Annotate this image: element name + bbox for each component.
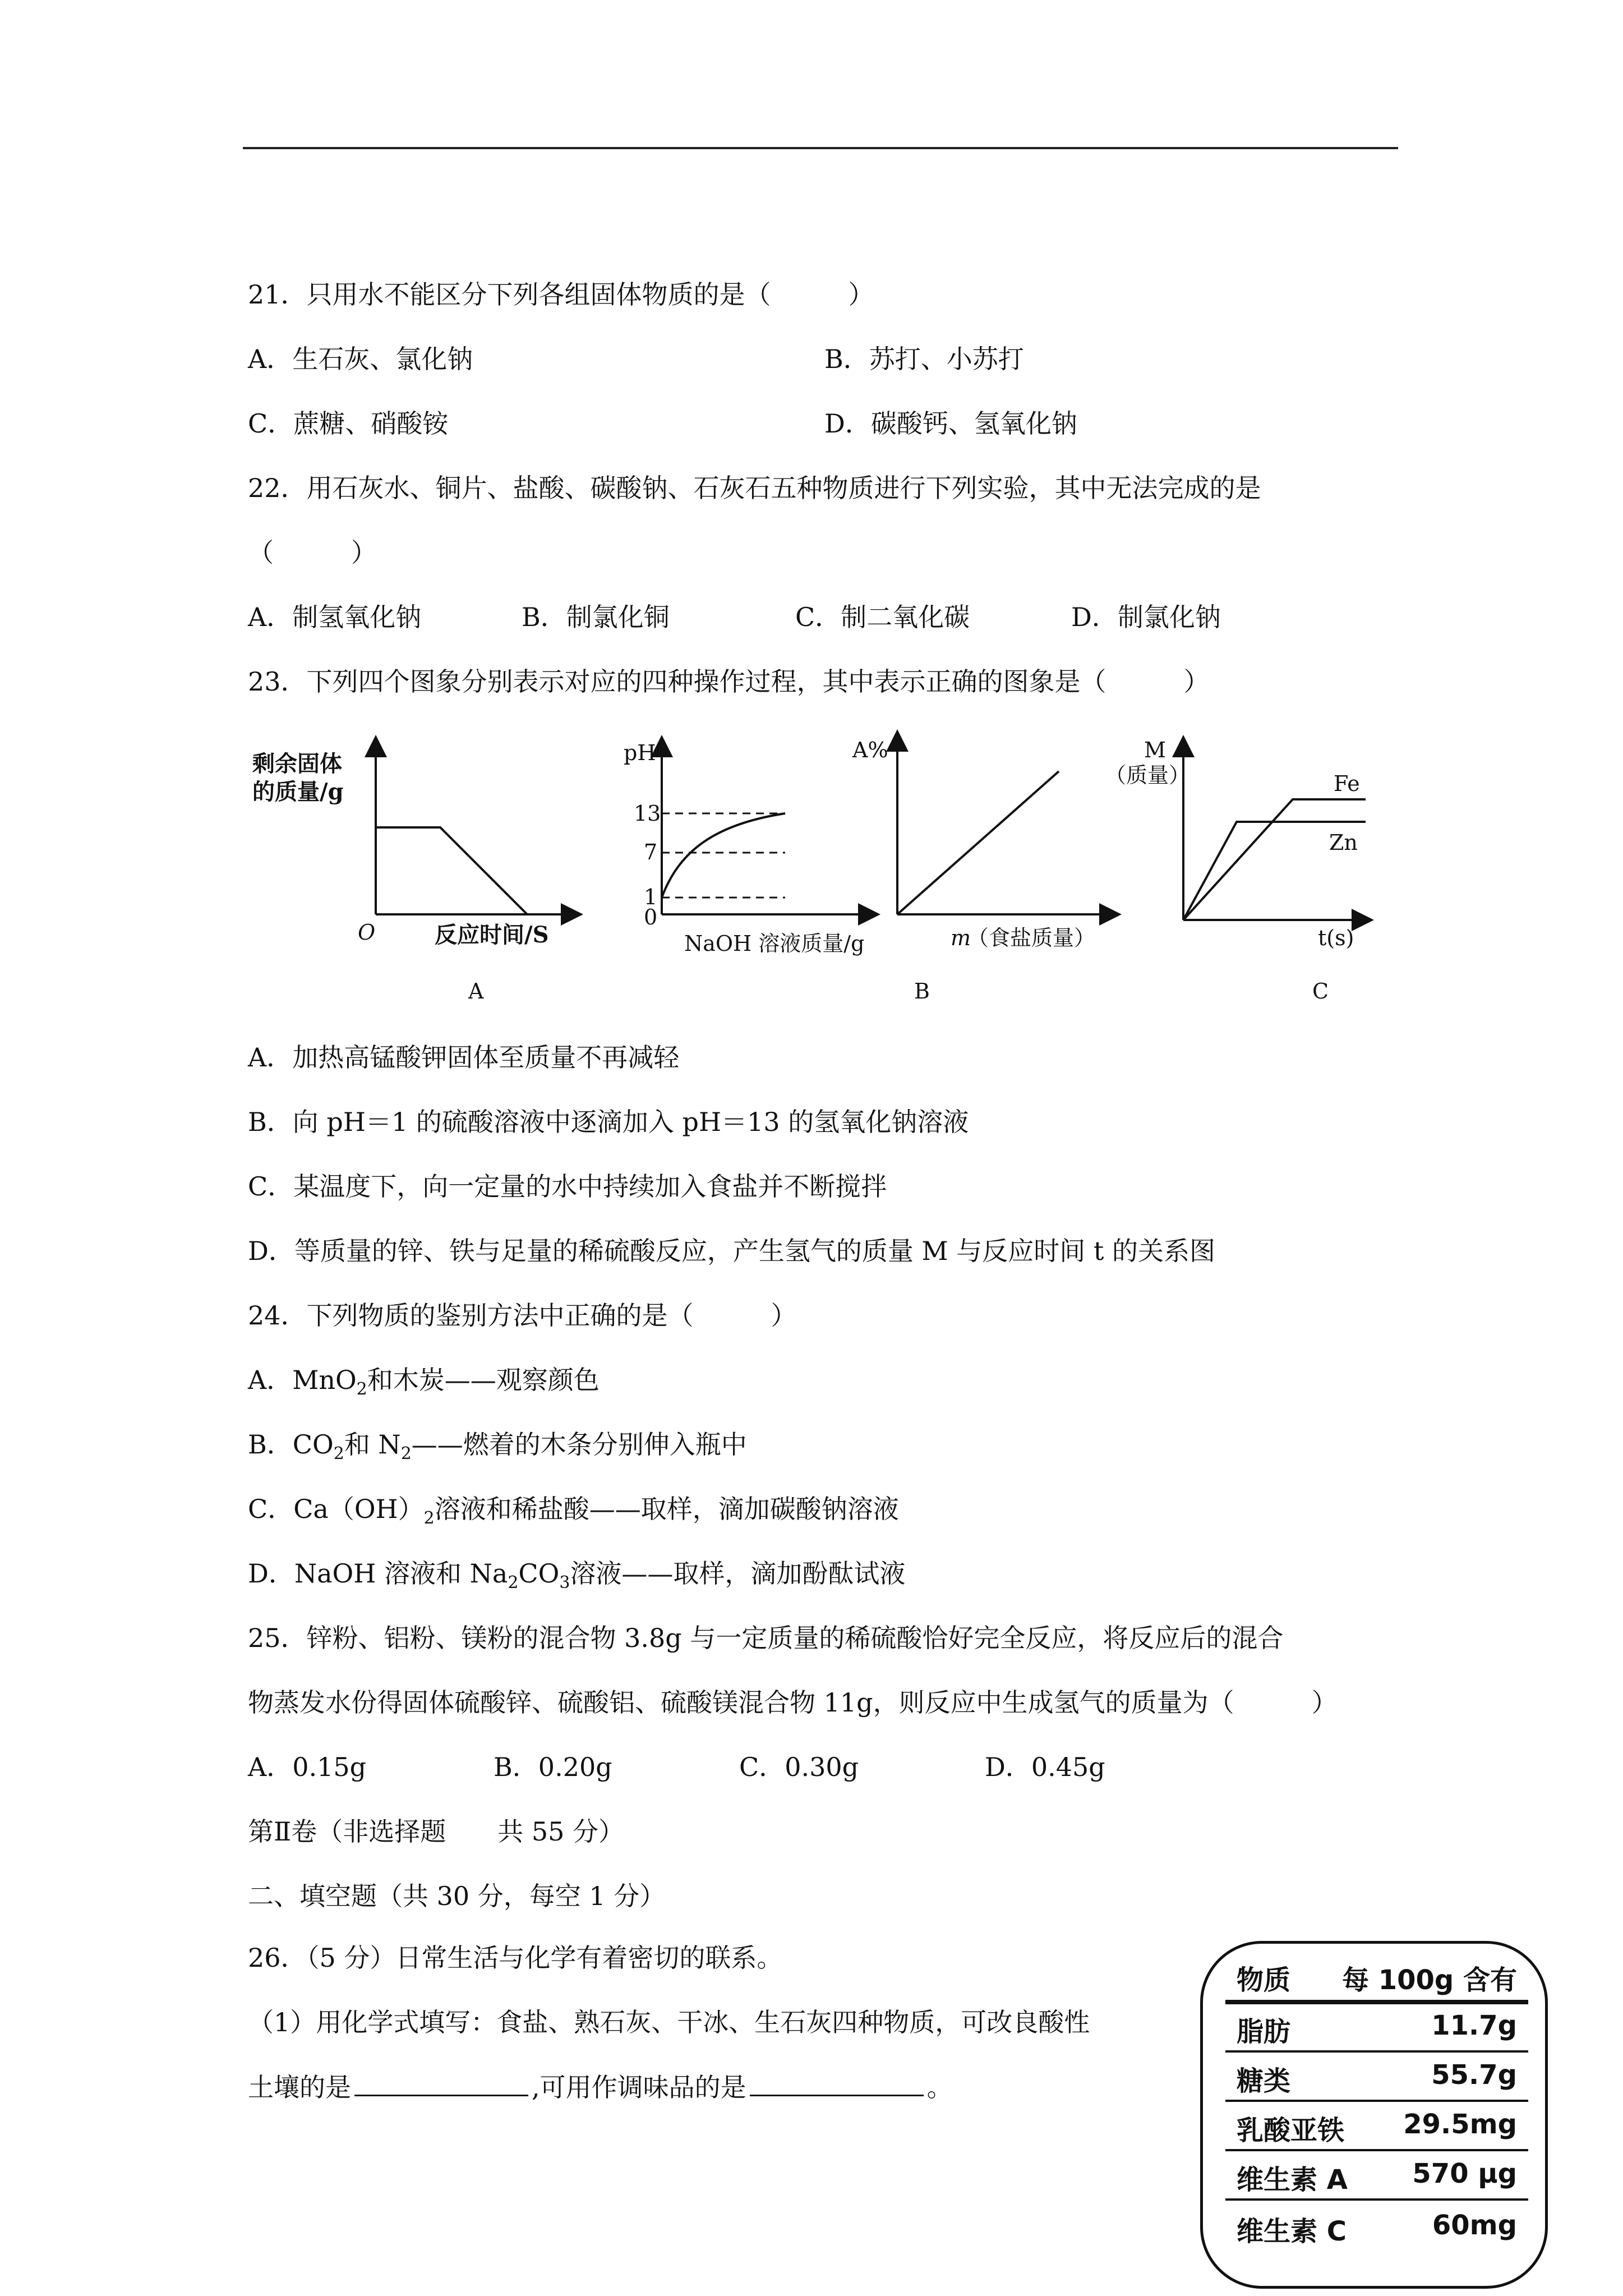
graph-mass-fe: [1183, 799, 1366, 920]
answer-blank-2[interactable]: [750, 2070, 924, 2096]
graph-mass-ylabel-1: M: [1144, 738, 1166, 762]
q25-option-a: A．0.15g: [248, 1752, 367, 1782]
q23-stem: 23．下列四个图象分别表示对应的四种操作过程，其中表示正确的图象是（ ）: [248, 666, 1210, 697]
q25-stem: 25．锌粉、铝粉、镁粉的混合物 3.8g 与一定质量的稀硫酸恰好完全反应，将反应后的混合: [248, 1623, 1284, 1653]
graph-a-percent-caption: B: [914, 979, 930, 1004]
header-rule: [243, 147, 1398, 149]
graph-a-percent: [847, 729, 1138, 1004]
graph-a: [247, 729, 594, 1004]
q22-stem-paren: （ ）: [248, 537, 377, 568]
graph-ph: [617, 729, 886, 965]
q23-option-d: D．等质量的锌、铁与足量的稀硫酸反应，产生氢气的质量 M 与反应时间 t 的关系图: [248, 1236, 1215, 1266]
q25-option-c: C．0.30g: [739, 1752, 859, 1782]
q22-option-d: D．制氯化钠: [1071, 602, 1221, 632]
graph-a-ylabel-1: 剩余固体: [252, 751, 342, 777]
graph-mass-ylabel-2: （质量）: [1105, 763, 1191, 788]
q25-stem-2: 物蒸发水份得固体硫酸锌、硫酸铝、硫酸镁混合物 11g，则反应中生成氢气的质量为（ ）: [248, 1687, 1338, 1718]
q23-option-c: C．某温度下，向一定量的水中持续加入食盐并不断搅拌: [248, 1171, 887, 1202]
q24-stem: 24．下列物质的鉴别方法中正确的是（ ）: [248, 1300, 797, 1331]
answer-blank-1[interactable]: [354, 2070, 528, 2096]
q21-option-a: A．生石灰、氯化钠: [248, 344, 473, 374]
graph-a-caption: A: [468, 979, 484, 1004]
graph-ph-tick-13: 13: [634, 801, 661, 826]
q26-stem: 26．（5 分）日常生活与化学有着密切的联系。: [248, 1943, 783, 1973]
graph-ph-ylabel: pH: [624, 740, 656, 765]
nutrition-header-rule: [1225, 2000, 1528, 2004]
graph-a-curve: [376, 827, 527, 914]
graph-ph-tick-0: 0: [644, 905, 658, 930]
graph-a-ylabel-2: 的质量/g: [252, 779, 344, 805]
graph-ph-tick-7: 7: [644, 840, 658, 864]
q23-option-a: A．加热高锰酸钾固体至质量不再减轻: [248, 1042, 680, 1073]
q21-stem: 21．只用水不能区分下列各组固体物质的是（ ）: [248, 279, 874, 310]
section-2-heading: 第Ⅱ卷（非选择题 共 55 分）: [248, 1816, 625, 1847]
graph-a-percent-xlabel-m: m: [951, 926, 971, 950]
q24-option-a: A．MnO$_2$和木炭——观察颜色: [248, 1365, 600, 1400]
q22-stem: 22．用石灰水、铜片、盐酸、碳酸钠、石灰石五种物质进行下列实验，其中无法完成的是: [248, 473, 1261, 503]
graph-mass-xlabel: t(s): [1318, 926, 1354, 950]
nutrition-card: 物质 每 100g 含有 脂肪 11.7g 糖类 55.7g 乳酸亚铁 29.5mg 维生素 A 570 μg 维生素 C 60mg: [1200, 1941, 1548, 2289]
q22-option-a: A．制氢氧化钠: [248, 602, 422, 632]
q22-option-c: C．制二氧化碳: [795, 602, 970, 632]
graph-mass-caption: C: [1312, 979, 1329, 1004]
graph-a-xlabel: 反应时间/S: [435, 922, 549, 948]
graph-ph-curve: [662, 813, 785, 898]
q21-option-c: C．蔗糖、硝酸铵: [248, 408, 449, 439]
graph-a-percent-ylabel: A%: [852, 738, 888, 762]
q26-sub1: （1）用化学式填写：食盐、熟石灰、干冰、生石灰四种物质，可改良酸性: [248, 2007, 1090, 2037]
q26-sub1-blanks: 土壤的是 ,可用作调味品的是 。: [248, 2070, 953, 2104]
q21-option-b: B．苏打、小苏打: [824, 344, 1024, 374]
q25-option-b: B．0.20g: [494, 1752, 612, 1782]
graph-a-origin: O: [358, 920, 376, 945]
graph-a-percent-line: [897, 771, 1059, 914]
graph-a-percent-xlabel: （食盐质量）: [967, 926, 1096, 950]
graph-ph-tick-1: 1: [644, 885, 658, 909]
q24-option-d: D．NaOH 溶液和 $Na_2CO_3$溶液——取样，滴加酚酞试液: [248, 1558, 906, 1593]
part-2-heading: 二、填空题（共 30 分，每空 1 分）: [248, 1881, 666, 1911]
q21-option-d: D．碳酸钙、氢氧化钠: [824, 408, 1077, 439]
q24-option-c: C．$Ca(OH)_2$溶液和稀盐酸——取样，滴加碳酸钠溶液: [248, 1494, 899, 1529]
q22-option-b: B．制氯化铜: [522, 602, 670, 632]
q23-option-b: B．向 pH＝1 的硫酸溶液中逐滴加入 pH＝13 的氢氧化钠溶液: [248, 1107, 969, 1137]
q24-option-b: B．$CO_2$和 $N_2——$燃着的木条分别伸入瓶中: [248, 1429, 747, 1464]
graph-mass: [1099, 729, 1380, 1004]
graph-mass-zn-label: Zn: [1329, 830, 1358, 855]
graph-mass-fe-label: Fe: [1334, 771, 1360, 796]
q25-option-d: D．0.45g: [985, 1752, 1105, 1782]
graph-ph-xlabel: NaOH 溶液质量/g: [684, 931, 865, 956]
